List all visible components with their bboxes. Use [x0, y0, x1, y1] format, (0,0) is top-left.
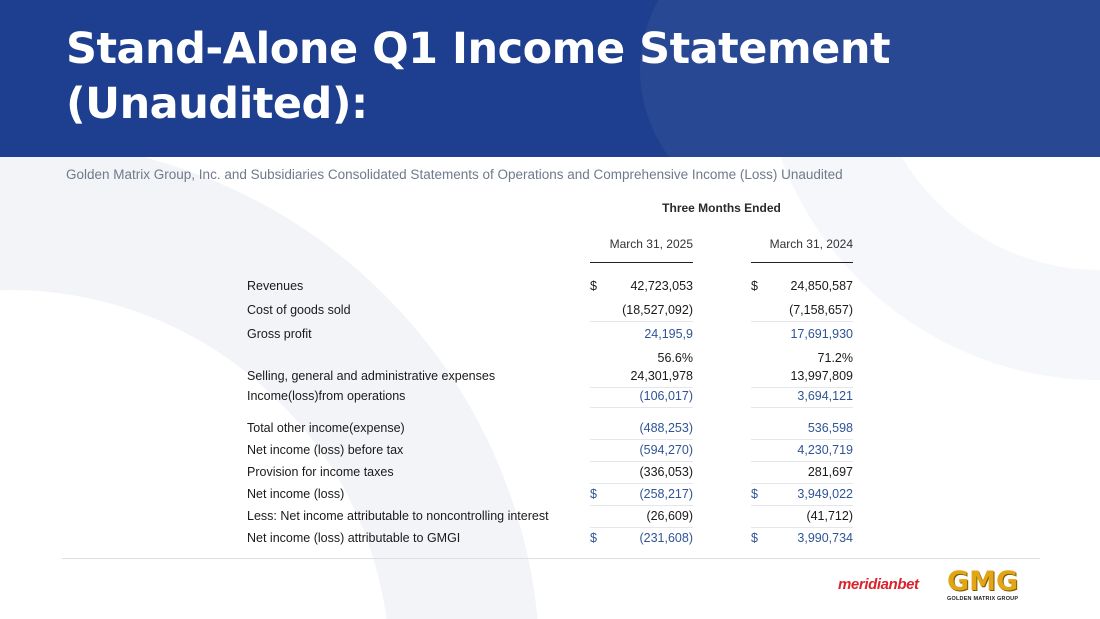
value-2025: (488,253)	[639, 421, 693, 435]
page-title	[66, 22, 1046, 132]
row-label: Cost of goods sold	[247, 303, 351, 317]
row-divider	[751, 321, 853, 322]
column-header-2024: March 31, 2024	[751, 237, 853, 263]
row-divider	[590, 321, 693, 322]
value-2025: (18,527,092)	[622, 303, 693, 317]
value-2024: 13,997,809	[790, 369, 853, 383]
row-divider	[590, 407, 693, 408]
value-2024: 3,949,022	[797, 487, 853, 501]
table-row-sga	[247, 366, 853, 386]
table-row-revenues	[247, 276, 853, 296]
value-2025: (231,608)	[639, 531, 693, 545]
title-line-1: Stand-Alone Q1 Income Statement	[66, 24, 891, 74]
value-2024: (7,158,657)	[789, 303, 853, 317]
table-row-tax-provision	[247, 462, 853, 482]
value-2025: (336,053)	[639, 465, 693, 479]
value-2024: (41,712)	[806, 509, 853, 523]
table-row-operating-income	[247, 386, 853, 406]
row-label: Total other income(expense)	[247, 421, 405, 435]
row-label: Gross profit	[247, 327, 312, 341]
value-2025: 24,195,9	[644, 327, 693, 341]
footer-divider	[62, 558, 1040, 559]
value-2024: 281,697	[807, 465, 853, 479]
table-row-pretax-income	[247, 440, 853, 460]
value-2025: 42,723,053	[630, 279, 693, 293]
row-label: Less: Net income attributable to noncontrolling interest	[247, 509, 549, 523]
value-2024: 4,230,719	[797, 443, 853, 457]
currency-symbol: $	[751, 279, 758, 293]
value-2024: 24,850,587	[790, 279, 853, 293]
value-2025: (106,017)	[639, 389, 693, 403]
value-2024: 17,691,930	[790, 327, 853, 341]
value-2024: 3,694,121	[797, 389, 853, 403]
row-divider	[751, 407, 853, 408]
table-row-net-income	[247, 484, 853, 504]
column-header-2025: March 31, 2025	[590, 237, 693, 263]
table-row-noncontrolling-interest	[247, 506, 853, 526]
value-2025: 56.6%	[657, 351, 693, 365]
currency-symbol: $	[590, 487, 597, 501]
row-label: Net income (loss)	[247, 487, 345, 501]
value-2024: 536,598	[807, 421, 853, 435]
table-row-gross-margin	[247, 348, 853, 368]
gmg-logo-letters: GMG	[947, 566, 1019, 597]
currency-symbol: $	[751, 487, 758, 501]
row-label: Income(loss)from operations	[247, 389, 406, 403]
table-row-cogs	[247, 300, 853, 320]
statement-subtitle: Golden Matrix Group, Inc. and Subsidiaries Consolidated Statements of Operations and Comprehensive Income (Loss) Unaudited	[66, 167, 843, 182]
table-row-net-income-gmgi	[247, 528, 853, 548]
value-2024: 3,990,734	[797, 531, 853, 545]
slide-header	[0, 0, 1100, 157]
value-2025: (258,217)	[639, 487, 693, 501]
table-row-other-income	[247, 418, 853, 438]
row-label: Net income (loss) attributable to GMGI	[247, 531, 461, 545]
value-2025: (26,609)	[646, 509, 693, 523]
value-2025: (594,270)	[639, 443, 693, 457]
currency-symbol: $	[590, 279, 597, 293]
row-label: Revenues	[247, 279, 304, 293]
column-group-header: Three Months Ended	[662, 201, 781, 215]
value-2024: 71.2%	[817, 351, 853, 365]
gmg-logo-subtitle: GOLDEN MATRIX GROUP	[947, 596, 1019, 602]
value-2025: 24,301,978	[630, 369, 693, 383]
row-label: Selling, general and administrative expenses	[247, 369, 496, 383]
row-label: Net income (loss) before tax	[247, 443, 404, 457]
currency-symbol: $	[590, 531, 597, 545]
gmg-logo	[947, 566, 1040, 606]
row-label: Provision for income taxes	[247, 465, 394, 479]
title-line-2: (Unaudited):	[66, 79, 368, 129]
meridianbet-logo: meridianbet	[838, 576, 919, 593]
table-row-gross-profit	[247, 324, 853, 344]
currency-symbol: $	[751, 531, 758, 545]
